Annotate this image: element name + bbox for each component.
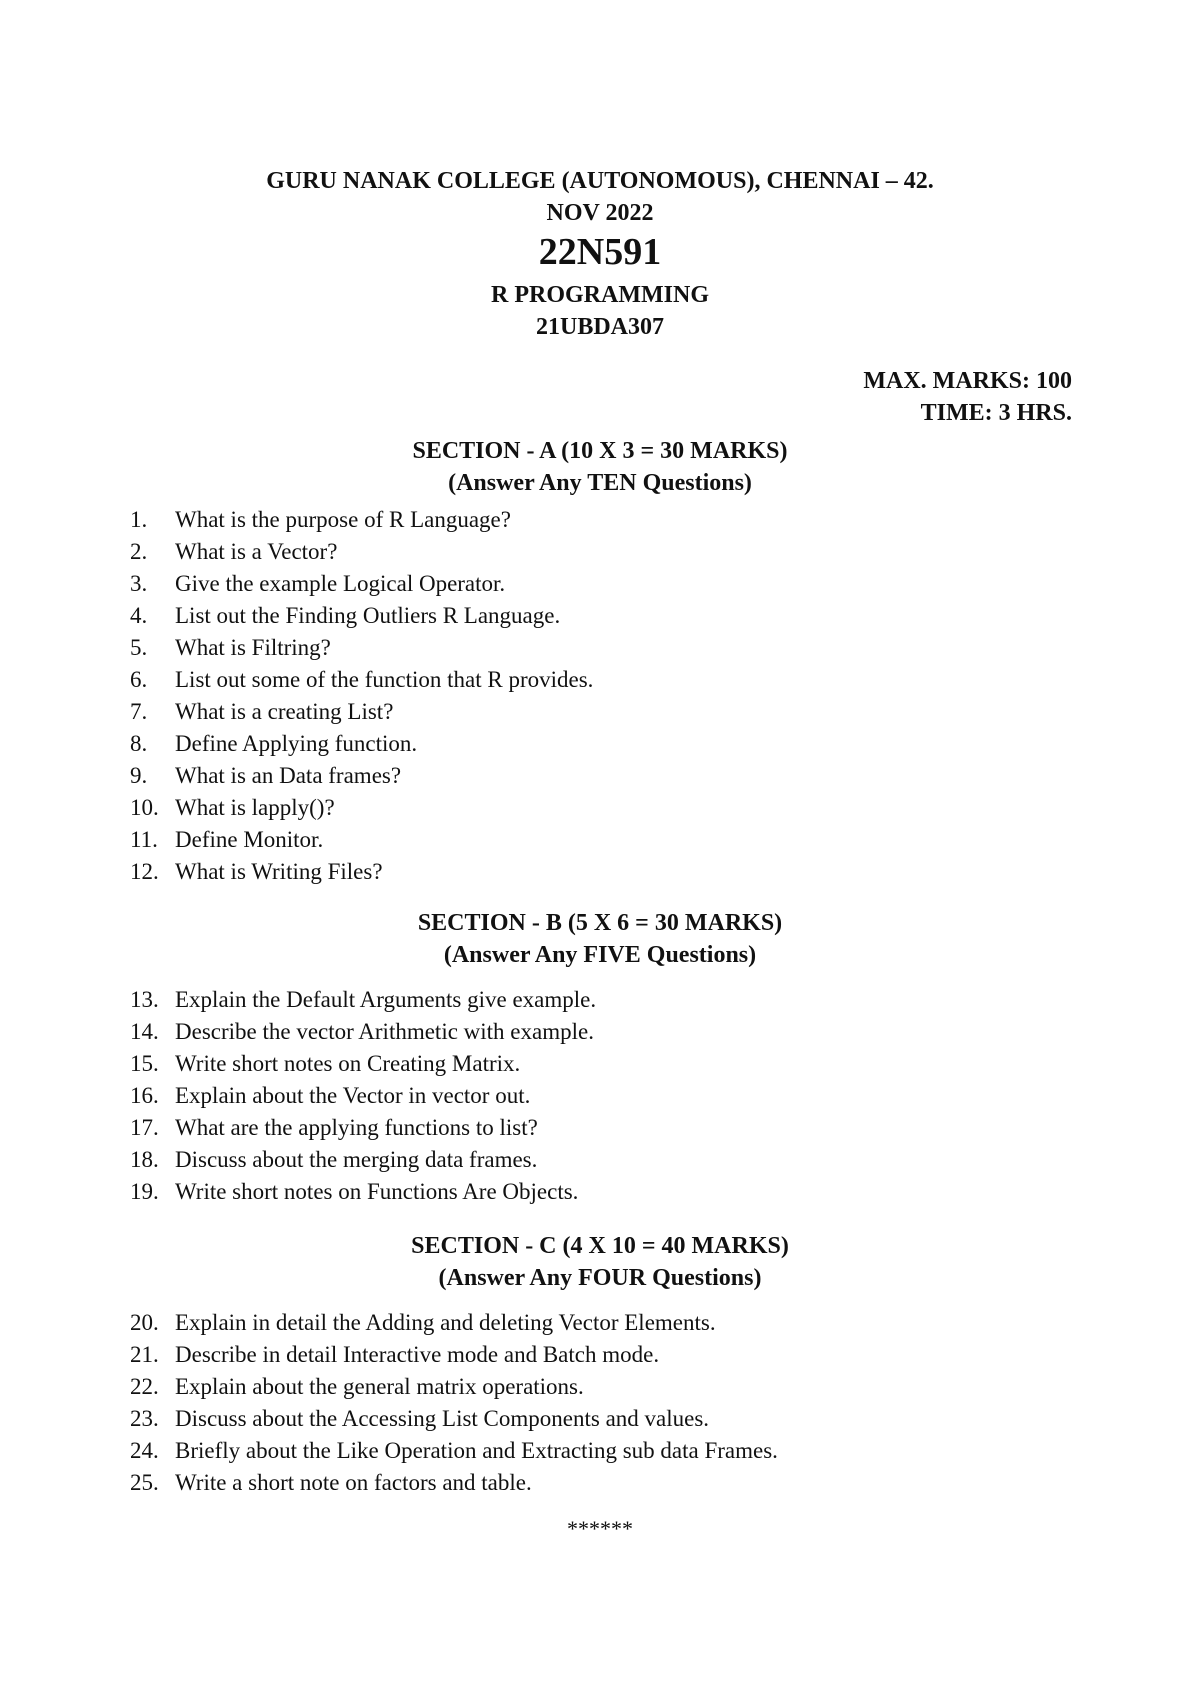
paper-code: 22N591	[538, 231, 662, 273]
question-item	[130, 1339, 1090, 1371]
question-text: What is an Data frames?	[175, 763, 402, 788]
question-item	[130, 632, 1090, 664]
question-text: Give the example Logical Operator.	[175, 571, 506, 596]
question-number: 20.	[130, 1310, 159, 1335]
question-item	[130, 856, 1090, 888]
question-text: Briefly about the Like Operation and Extracting sub data Frames.	[175, 1438, 778, 1463]
question-text: Describe the vector Arithmetic with example.	[175, 1019, 594, 1044]
question-item	[130, 1080, 1090, 1112]
question-text: What is the purpose of R Language?	[175, 507, 511, 532]
question-number: 16.	[130, 1083, 159, 1108]
question-number: 18.	[130, 1147, 159, 1172]
question-number: 23.	[130, 1406, 159, 1431]
question-number: 9.	[130, 763, 148, 788]
question-number: 22.	[130, 1374, 159, 1399]
question-number: 4.	[130, 603, 148, 628]
subject-title: R PROGRAMMING	[491, 282, 709, 308]
section-a-title: SECTION - A (10 X 3 = 30 MARKS)	[412, 438, 788, 464]
question-number: 21.	[130, 1342, 159, 1367]
question-number: 7.	[130, 699, 148, 724]
question-item	[130, 1176, 1090, 1208]
section-b-questions	[130, 984, 1090, 1208]
end-of-paper-mark: ******	[567, 1516, 633, 1541]
question-number: 2.	[130, 539, 148, 564]
question-item	[130, 504, 1090, 536]
question-number: 24.	[130, 1438, 159, 1463]
question-number: 17.	[130, 1115, 159, 1140]
question-item	[130, 536, 1090, 568]
question-item	[130, 1048, 1090, 1080]
question-item	[130, 1371, 1090, 1403]
subject-code: 21UBDA307	[535, 314, 664, 340]
question-text: Explain about the general matrix operations.	[175, 1374, 584, 1399]
question-text: Write short notes on Creating Matrix.	[175, 1051, 521, 1076]
question-text: What is a creating List?	[175, 699, 394, 724]
section-c-instruction: (Answer Any FOUR Questions)	[438, 1265, 762, 1291]
section-b-instruction: (Answer Any FIVE Questions)	[443, 942, 757, 968]
question-item	[130, 568, 1090, 600]
question-item	[130, 824, 1090, 856]
question-number: 11.	[130, 827, 158, 852]
question-item	[130, 1307, 1090, 1339]
section-c-title: SECTION - C (4 X 10 = 40 MARKS)	[411, 1233, 789, 1259]
question-text: Write short notes on Functions Are Objects.	[175, 1179, 579, 1204]
section-c-questions	[130, 1307, 1090, 1499]
question-item	[130, 600, 1090, 632]
exam-month: NOV 2022	[546, 200, 654, 226]
question-number: 13.	[130, 987, 159, 1012]
question-number: 3.	[130, 571, 148, 596]
question-number: 5.	[130, 635, 148, 660]
question-item	[130, 984, 1090, 1016]
question-text: Define Applying function.	[175, 731, 418, 756]
question-number: 12.	[130, 859, 159, 884]
question-item	[130, 696, 1090, 728]
question-number: 15.	[130, 1051, 159, 1076]
question-text: Explain in detail the Adding and deleting Vector Elements.	[175, 1310, 716, 1335]
question-text: Describe in detail Interactive mode and Batch mode.	[175, 1342, 660, 1367]
question-item	[130, 1403, 1090, 1435]
question-text: Discuss about the Accessing List Components and values.	[175, 1406, 710, 1431]
question-text: What is a Vector?	[175, 539, 338, 564]
question-number: 25.	[130, 1470, 159, 1495]
question-number: 10.	[130, 795, 159, 820]
question-number: 6.	[130, 667, 148, 692]
question-item	[130, 1467, 1090, 1499]
question-text: Define Monitor.	[175, 827, 324, 852]
question-number: 19.	[130, 1179, 159, 1204]
question-item	[130, 760, 1090, 792]
question-number: 8.	[130, 731, 148, 756]
question-text: Write a short note on factors and table.	[175, 1470, 532, 1495]
question-item	[130, 792, 1090, 824]
question-item	[130, 1435, 1090, 1467]
question-text: List out some of the function that R provides.	[175, 667, 594, 692]
exam-duration: TIME: 3 HRS.	[920, 400, 1072, 426]
question-item	[130, 728, 1090, 760]
question-item	[130, 664, 1090, 696]
question-text: What is lapply()?	[175, 795, 335, 820]
question-text: What is Writing Files?	[175, 859, 383, 884]
question-text: Discuss about the merging data frames.	[175, 1147, 538, 1172]
question-text: Explain about the Vector in vector out.	[175, 1083, 531, 1108]
section-a-instruction: (Answer Any TEN Questions)	[448, 470, 752, 496]
question-item	[130, 1112, 1090, 1144]
max-marks: MAX. MARKS: 100	[863, 368, 1072, 394]
section-a-questions	[130, 504, 1090, 888]
question-text: What is Filtring?	[175, 635, 331, 660]
section-b-title: SECTION - B (5 X 6 = 30 MARKS)	[417, 910, 783, 936]
question-text: Explain the Default Arguments give example.	[175, 987, 597, 1012]
question-text: List out the Finding Outliers R Language.	[175, 603, 561, 628]
question-text: What are the applying functions to list?	[175, 1115, 538, 1140]
question-item	[130, 1144, 1090, 1176]
college-name: GURU NANAK COLLEGE (AUTONOMOUS), CHENNAI – 42.	[266, 168, 934, 194]
question-number: 14.	[130, 1019, 159, 1044]
question-number: 1.	[130, 507, 148, 532]
question-item	[130, 1016, 1090, 1048]
